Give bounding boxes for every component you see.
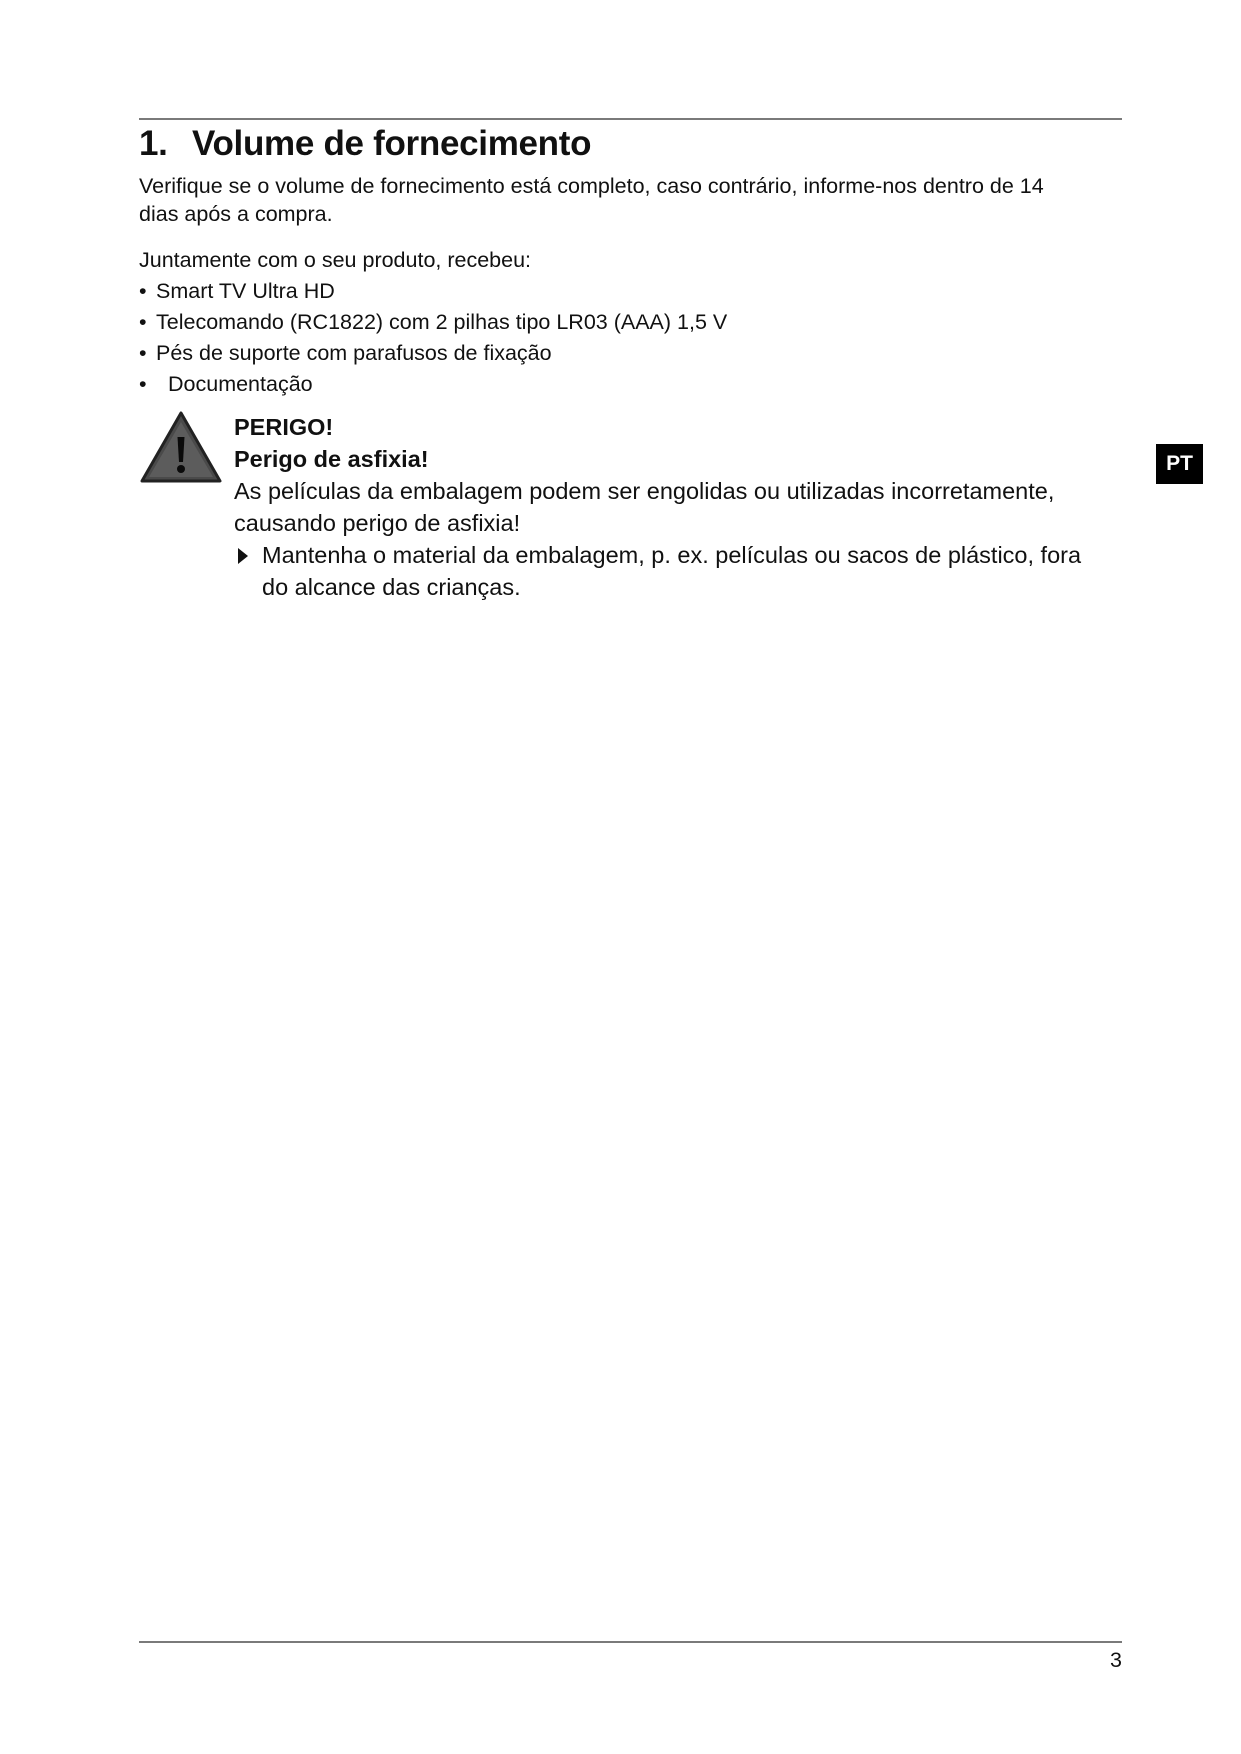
warning-title: PERIGO! [234, 414, 334, 440]
list-item [139, 338, 727, 369]
list-item-label: Documentação [168, 372, 313, 396]
intro-line: dias após a compra. [139, 202, 333, 226]
bullet-icon: • [139, 341, 147, 365]
warning-action-line: Mantenha o material da embalagem, p. ex. películas ou sacos de plástico, fora [262, 542, 1082, 568]
intro-line: Verifique se o volume de fornecimento está completo, caso contrário, informe-nos dentro de 14 [139, 174, 1044, 198]
language-tab: PT [1156, 444, 1203, 484]
intro-paragraph [139, 172, 1044, 228]
warning-subtitle: Perigo de asfixia! [234, 446, 429, 472]
warning-action-line: do alcance das crianças. [262, 574, 521, 600]
bullet-icon: • [139, 279, 147, 303]
triangle-right-icon [238, 548, 248, 564]
warning-triangle-icon [139, 410, 223, 484]
section-title: Volume de fornecimento [192, 124, 592, 163]
contents-lead: Juntamente com o seu produto, recebeu: [139, 248, 532, 272]
warning-body-line: causando perigo de asfixia! [234, 510, 521, 536]
list-item-label: Telecomando (RC1822) com 2 pilhas tipo LR03 (AAA) 1,5 V [156, 310, 728, 334]
list-item [139, 369, 727, 400]
bullet-icon: • [139, 310, 147, 334]
contents-list [139, 276, 727, 400]
list-item-label: Pés de suporte com parafusos de fixação [156, 341, 552, 365]
section-heading [139, 124, 591, 164]
bottom-divider [139, 1641, 1122, 1643]
top-divider [139, 118, 1122, 120]
list-item [139, 307, 727, 338]
warning-body-line: As películas da embalagem podem ser engolidas ou utilizadas incorretamente, [234, 478, 1055, 504]
bullet-icon: • [139, 372, 147, 396]
list-item-label: Smart TV Ultra HD [156, 279, 335, 303]
list-item [139, 276, 727, 307]
section-number: 1. [139, 124, 168, 163]
page-number: 3 [1110, 1648, 1122, 1672]
